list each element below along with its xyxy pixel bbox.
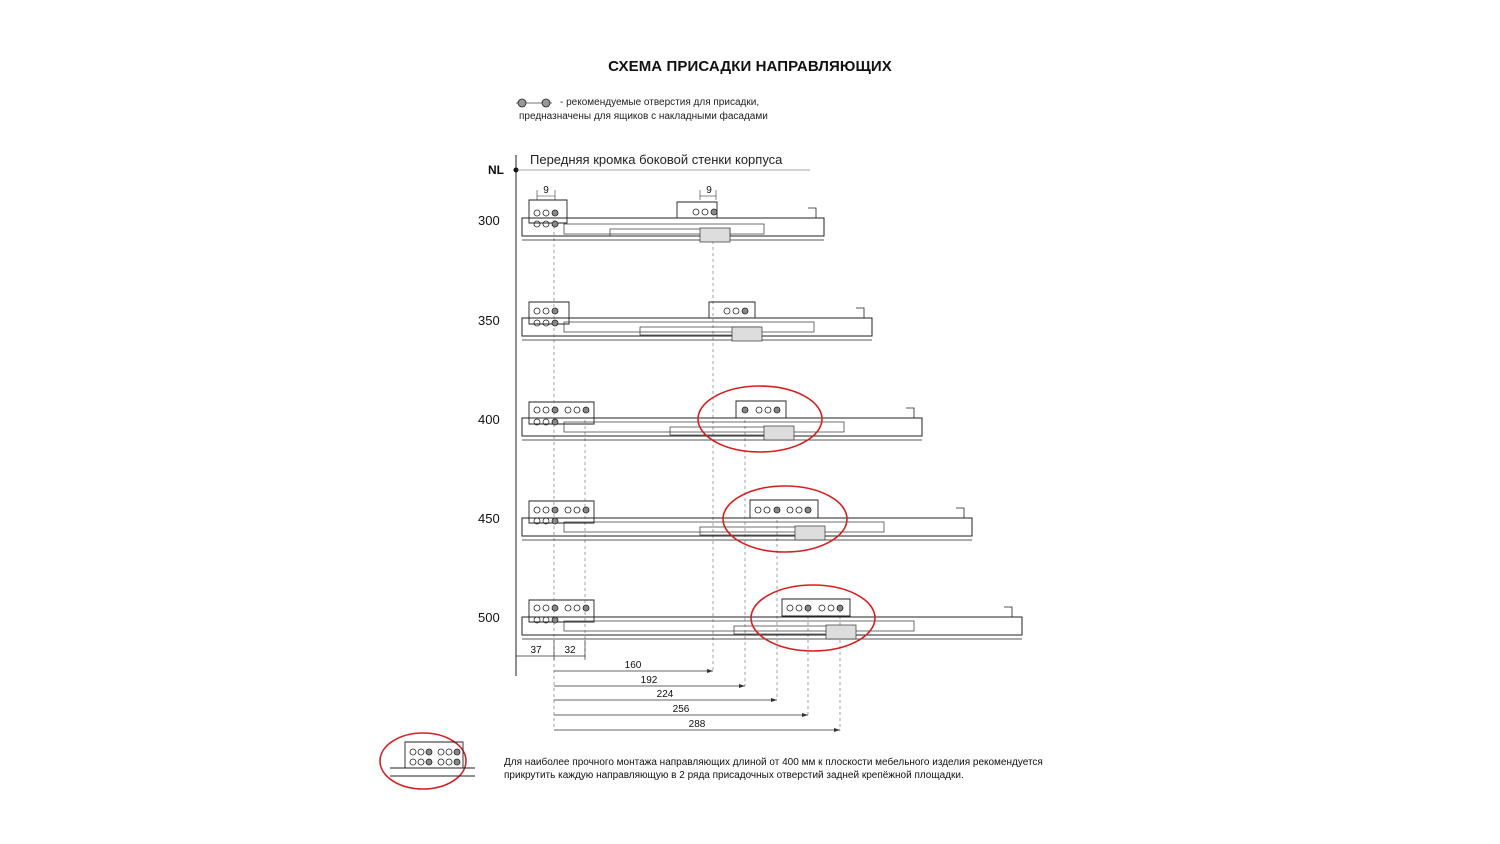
legend-text-2: предназначены для ящиков с накладными фасадами	[519, 111, 768, 122]
dim-32: 32	[564, 645, 576, 656]
highlight-circles	[380, 386, 875, 789]
rail-label-300: 300	[478, 213, 500, 228]
rail-500	[522, 599, 1022, 639]
dim-256: 256	[672, 704, 690, 715]
note-text-2: прикрутить каждую направляющую в 2 ряда присадочных отверстий задней крепёжной площадки.	[504, 770, 964, 781]
rail-300	[522, 200, 824, 242]
highlight-note	[380, 733, 466, 789]
highlight-450	[723, 486, 847, 552]
dim-224: 224	[656, 689, 674, 700]
legend-text-1: - рекомендуемые отверстия для присадки,	[560, 97, 760, 108]
legend-hole-icons	[516, 99, 552, 107]
top-dim-right	[700, 185, 716, 200]
note-plate-icon	[390, 742, 475, 776]
top-dim-left	[537, 185, 555, 200]
rail-label-350: 350	[478, 313, 500, 328]
rail-label-450: 450	[478, 511, 500, 526]
dim-288: 288	[688, 719, 706, 730]
dim-37: 37	[530, 645, 542, 656]
top-dim-left-text: 9	[543, 185, 549, 196]
rail-label-500: 500	[478, 610, 500, 625]
dim-160: 160	[624, 660, 642, 671]
top-dim-right-text: 9	[706, 185, 712, 196]
dim-192: 192	[640, 675, 658, 686]
nl-label: NL	[488, 163, 504, 177]
projection-lines	[554, 220, 840, 731]
rail-400	[522, 401, 922, 440]
rear-dimension-arrows	[707, 669, 840, 732]
page-title: СХЕМА ПРИСАДКИ НАПРАВЛЯЮЩИХ	[608, 58, 892, 75]
rail-450	[522, 500, 972, 540]
note-text-1: Для наиболее прочного монтажа направляющих длиной от 400 мм к плоскости мебельного изделия рекомендуется	[504, 757, 1043, 768]
rail-350	[522, 302, 872, 341]
highlight-400	[698, 386, 822, 452]
rail-label-400: 400	[478, 412, 500, 427]
front-edge-label: Передняя кромка боковой стенки корпуса	[530, 152, 783, 167]
highlight-500	[751, 585, 875, 651]
